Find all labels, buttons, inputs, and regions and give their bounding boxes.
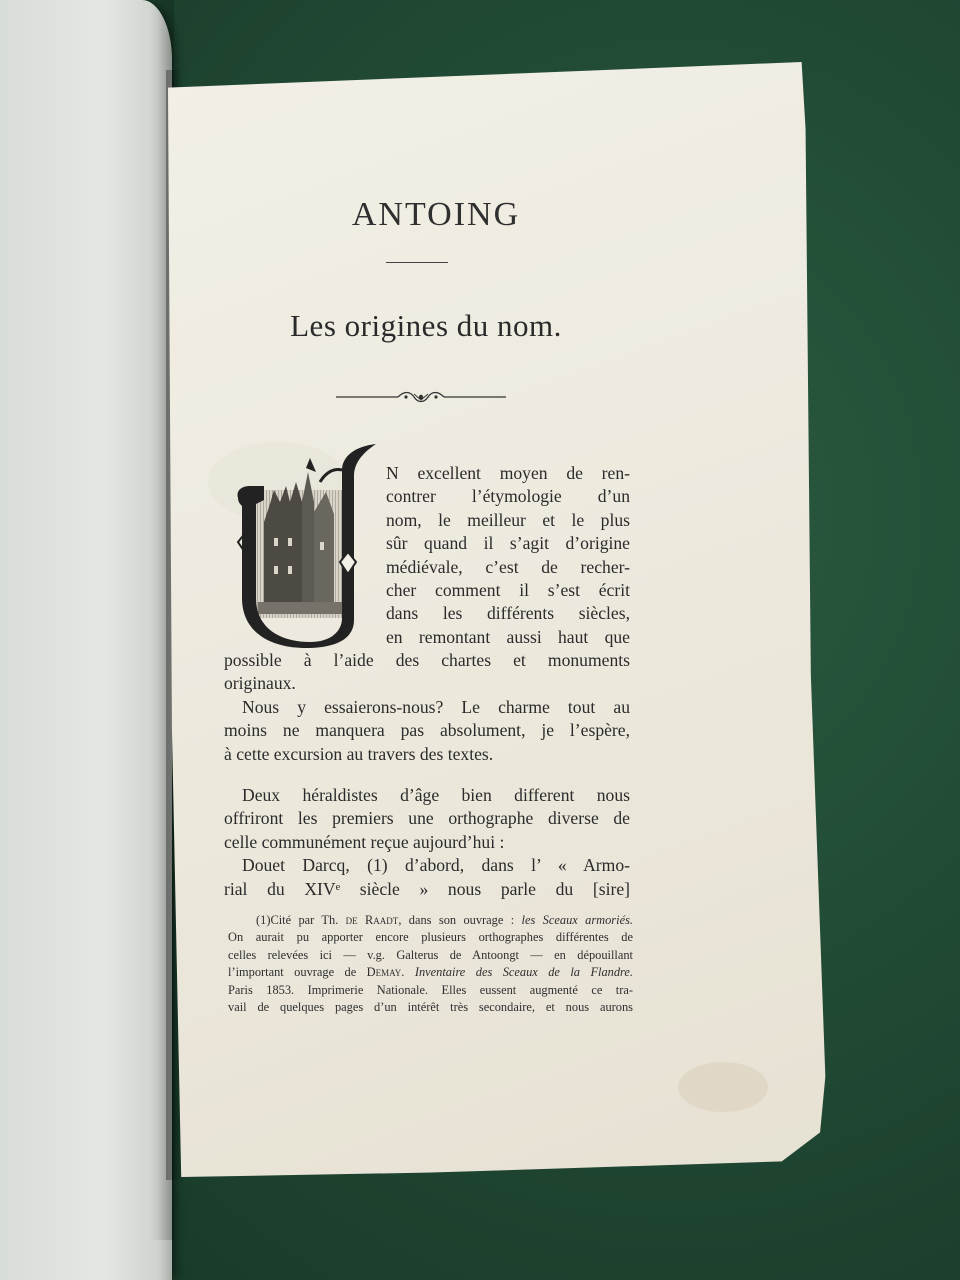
dropcap-castle-illustration [230, 442, 380, 648]
text-line: dans les différents siècles, [386, 603, 630, 624]
footnote-text: (1)Cité par Th. [256, 913, 346, 927]
footnote-work-title: Inventaire des Sceaux de la Flandre. [414, 965, 633, 980]
text-line: à cette excursion au travers des textes. [224, 743, 494, 764]
title-rule [386, 262, 448, 263]
footnote-line: vail de quelques pages d’un intérêt très secondaire, et nous aurons [228, 1000, 633, 1015]
chapter-subtitle: Les origines du nom. [290, 308, 562, 343]
text-line: offriront les premiers une orthographe diverse de [224, 808, 630, 829]
text-line: médiévale, c’est de recher- [386, 556, 630, 577]
text-line: moins ne manquera pas absolument, je l’espère, [224, 720, 630, 741]
footnote [228, 912, 633, 1016]
text-line: N excellent moyen de ren- [386, 463, 630, 483]
text-line: possible à l’aide des chartes et monuments [224, 650, 630, 670]
paragraph-1-full [224, 649, 630, 696]
text-line: cher comment il s’est écrit [386, 580, 630, 601]
paragraph-1-wrapped [386, 462, 630, 649]
paragraph-3 [224, 784, 630, 901]
footnote-author: Demay [366, 965, 402, 980]
text-line: en remontant aussi haut que [386, 626, 630, 647]
footnote-line: celles relevées ici — v.g. Galterus de Antoongt — en dépouillant [228, 947, 633, 962]
page-title: ANTOING [351, 196, 521, 233]
text-line: Nous y essaierons-nous? Le charme tout au [242, 697, 630, 717]
ornament-divider-icon [334, 388, 508, 406]
paragraph-2 [224, 696, 630, 766]
footnote-work-title: les Sceaux armoriés. [521, 913, 633, 927]
text-line: Douet Darcq, (1) d’abord, dans l’ « Armo- [242, 855, 630, 876]
footnote-line: On aurait pu apporter encore plusieurs orthographes différentes de [228, 930, 633, 945]
footnote-line [228, 912, 633, 929]
footnote-line: Paris 1853. Imprimerie Nationale. Elles eussent augmenté ce tra- [228, 982, 633, 997]
footnote-text: . [401, 965, 415, 980]
footnote-text: l’important ouvrage de [228, 965, 367, 980]
footnote-line [228, 964, 633, 981]
text-line: contrer l’étymologie d’un [386, 486, 630, 507]
footnote-author: de Raadt [345, 913, 399, 927]
text-line: Deux héraldistes d’âge bien different nous [242, 785, 630, 805]
text-line: sûr quand il s’agit d’origine [386, 533, 630, 554]
text-line: celle communément reçue aujourd’hui : [224, 831, 505, 852]
footnote-text: , dans son ouvrage : [398, 913, 522, 927]
text-line: rial du XIVᵉ siècle » nous parle du [sire] [224, 878, 630, 899]
text-line: nom, le meilleur et le plus [386, 509, 630, 530]
text-line: originaux. [224, 673, 296, 694]
